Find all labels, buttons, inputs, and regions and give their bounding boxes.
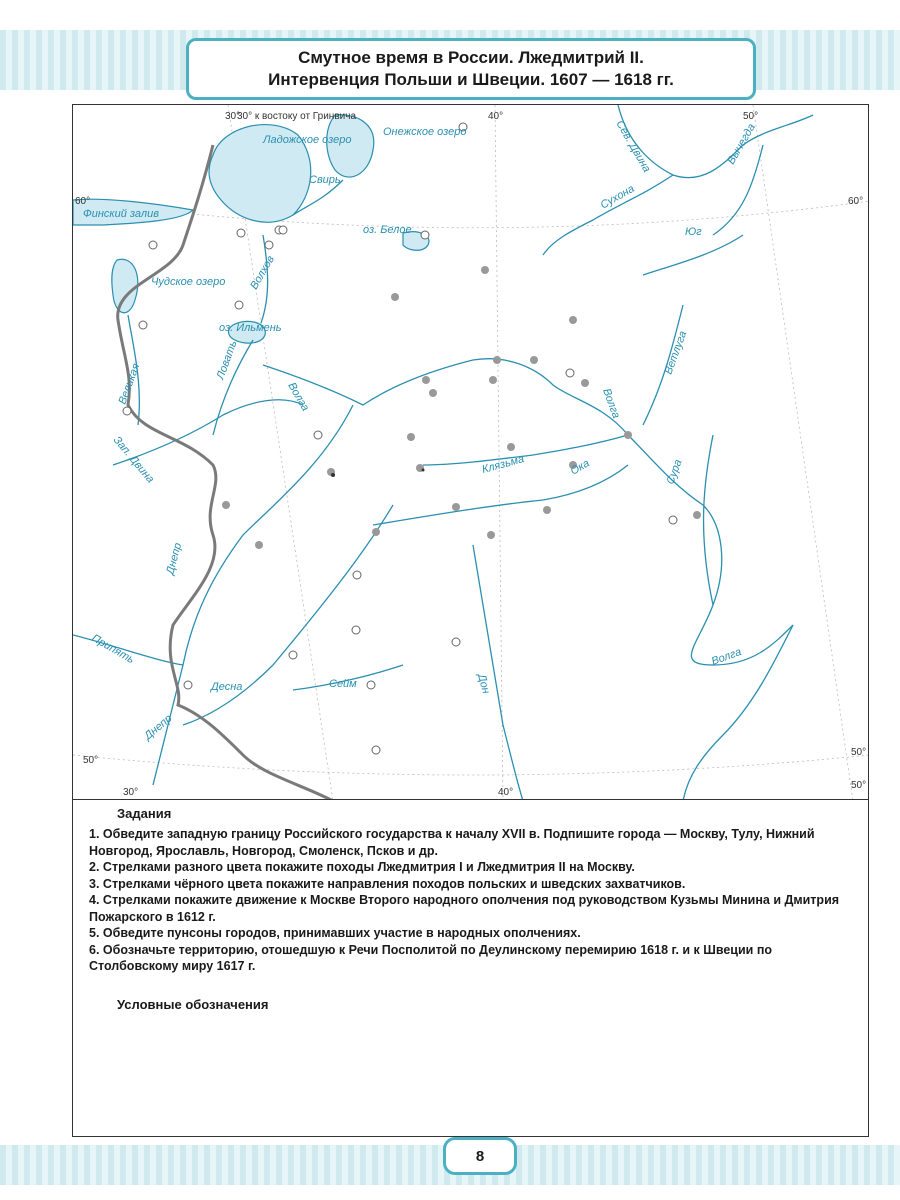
label-pripyat: Припять xyxy=(89,632,137,667)
city-dot xyxy=(693,511,701,519)
label-beloe: оз. Белое xyxy=(363,224,412,236)
lake-chudskoe xyxy=(112,259,138,313)
task-number: 3. xyxy=(89,876,100,891)
task-item xyxy=(89,892,859,925)
task-text: Стрелками разного цвета покажите походы Лжедмитрия I и Лжедмитрия II на Москву. xyxy=(102,860,635,874)
page-title-line1: Смутное время в России. Лжедмитрий II. xyxy=(298,48,644,67)
city-ring xyxy=(421,231,429,239)
task-number: 6. xyxy=(89,942,100,957)
task-item xyxy=(89,859,859,876)
meridian-note: 30° к востоку от Гринвича xyxy=(237,111,357,122)
river-dnepr xyxy=(153,405,353,785)
city-dot xyxy=(372,528,380,536)
tasks-heading: Задания xyxy=(117,806,172,821)
city-ring xyxy=(289,651,297,659)
label-klyazma: Клязьма xyxy=(480,453,526,476)
label-vychegda: Вычегда xyxy=(725,121,758,167)
label-seym: Сейм xyxy=(329,678,357,690)
river-volga xyxy=(263,359,793,665)
city-ring xyxy=(237,229,245,237)
city-ring xyxy=(123,407,131,415)
label-volga-middle: Волга xyxy=(600,386,623,421)
legend-heading: Условные обозначения xyxy=(117,997,269,1012)
city-ring xyxy=(452,638,460,646)
city-ring xyxy=(235,301,243,309)
city-ring xyxy=(669,516,677,524)
label-finnish-gulf: Финский залив xyxy=(83,208,159,220)
label-ladoga: Ладожское озеро xyxy=(263,134,352,146)
river-oka xyxy=(373,465,628,525)
task-text: Обведите пунсоны городов, принимавших участие в народных ополчениях. xyxy=(102,926,581,940)
river-don xyxy=(473,545,523,800)
label-sev-dvina: Сев. Двина xyxy=(613,118,653,175)
city-dot xyxy=(507,443,515,451)
lat50-left: 50° xyxy=(83,755,99,766)
city-dot xyxy=(581,379,589,387)
city-dot xyxy=(487,531,495,539)
label-dnepr-lower: Днепр xyxy=(142,712,175,743)
tasks-section xyxy=(72,800,869,1137)
contour-map xyxy=(72,104,869,800)
city-dot-small xyxy=(331,473,335,477)
city-ring xyxy=(367,681,375,689)
city-dot xyxy=(422,376,430,384)
label-ilmen: оз. Ильмень xyxy=(219,322,282,334)
city-ring xyxy=(372,746,380,754)
task-number: 2. xyxy=(89,860,100,874)
city-dot xyxy=(493,356,501,364)
river-klyazma xyxy=(423,435,628,465)
label-zap-dvina: Зап. Двина xyxy=(110,434,157,486)
task-item xyxy=(89,876,859,893)
task-text: Стрелками чёрного цвета покажите направления походов польских и шведских захватчиков. xyxy=(102,876,686,891)
label-onega: Онежское озеро xyxy=(383,126,467,138)
label-lovat: Ловать xyxy=(214,339,240,382)
lon50-top: 50° xyxy=(743,111,759,122)
city-dot xyxy=(624,431,632,439)
city-dot xyxy=(222,501,230,509)
city-dot xyxy=(569,316,577,324)
task-item xyxy=(89,925,859,942)
lat60-right: 60° xyxy=(848,196,864,207)
city-dot xyxy=(481,266,489,274)
label-sura: Сура xyxy=(664,457,685,487)
river-sukhona xyxy=(543,175,673,255)
city-ring xyxy=(149,241,157,249)
label-desna: Десна xyxy=(211,681,243,693)
task-text: Обведите западную границу Российского государства к началу XVII в. Подпишите города — Москву, Тулу, Нижний Новгород, Ярославль, Новгород, Смоленск, Псков и др. xyxy=(89,827,815,858)
city-dot xyxy=(452,503,460,511)
label-chudskoe: Чудское озеро xyxy=(151,276,226,288)
city-dot xyxy=(391,293,399,301)
page-title-line2: Интервенция Польши и Швеции. 1607 — 1618 гг. xyxy=(268,70,674,89)
label-svir: Свирь xyxy=(309,174,341,186)
city-ring xyxy=(352,626,360,634)
task-number: 4. xyxy=(89,893,100,907)
city-ring xyxy=(265,241,273,249)
label-oka: Ока xyxy=(568,457,592,478)
title-box xyxy=(186,38,756,100)
label-volga-lower: Волга xyxy=(709,645,744,668)
lon30-bottom: 30° xyxy=(123,787,139,798)
label-yug: Юг xyxy=(685,226,702,238)
city-dot xyxy=(407,433,415,441)
label-volga-upper: Волга xyxy=(285,380,312,414)
task-item xyxy=(89,826,859,859)
label-sukhona: Сухона xyxy=(598,182,637,212)
city-dot xyxy=(530,356,538,364)
city-dot xyxy=(429,389,437,397)
lon40-bottom: 40° xyxy=(498,787,514,798)
label-volkhov: Волхов xyxy=(248,253,277,292)
task-number: 1. xyxy=(89,827,100,841)
lon30-top: 30° xyxy=(225,111,241,122)
lat50-right2: 50° xyxy=(851,780,867,791)
river-yug xyxy=(643,235,743,275)
graticule xyxy=(73,105,869,800)
moscow-dot xyxy=(422,469,425,472)
city-ring xyxy=(314,431,322,439)
city-ring xyxy=(139,321,147,329)
map-svg xyxy=(73,105,869,800)
lon40-top: 40° xyxy=(488,111,504,122)
task-number: 5. xyxy=(89,926,100,940)
city-dot xyxy=(255,541,263,549)
city-ring xyxy=(184,681,192,689)
label-don: Дон xyxy=(475,672,492,696)
lat60-left: 60° xyxy=(75,196,91,207)
meridian-40 xyxy=(495,105,503,800)
label-dnepr-upper: Днепр xyxy=(164,541,185,576)
river-zap-dvina xyxy=(113,400,303,465)
lat50-right: 50° xyxy=(851,747,867,758)
task-list xyxy=(89,826,859,975)
city-dot xyxy=(543,506,551,514)
label-velikaya: Великая xyxy=(116,361,143,407)
river-sura xyxy=(704,435,713,605)
page-number: 8 xyxy=(443,1137,517,1175)
label-vetluga: Ветлуга xyxy=(662,329,690,377)
city-ring xyxy=(279,226,287,234)
parallel-50 xyxy=(73,755,869,775)
task-item xyxy=(89,942,859,975)
city-ring xyxy=(353,571,361,579)
city-dot xyxy=(489,376,497,384)
task-text: Обозначьте территорию, отошедшую к Речи Посполитой по Деулинскому перемирию 1618 г. и к Швеции по Столбовскому миру 1617 г. xyxy=(89,942,773,973)
task-text: Стрелками покажите движение к Москве Второго народного ополчения под руководством Кузьмы Минина и Дмитрия Пожарского в 1612 г. xyxy=(89,893,840,924)
city-ring xyxy=(566,369,574,377)
